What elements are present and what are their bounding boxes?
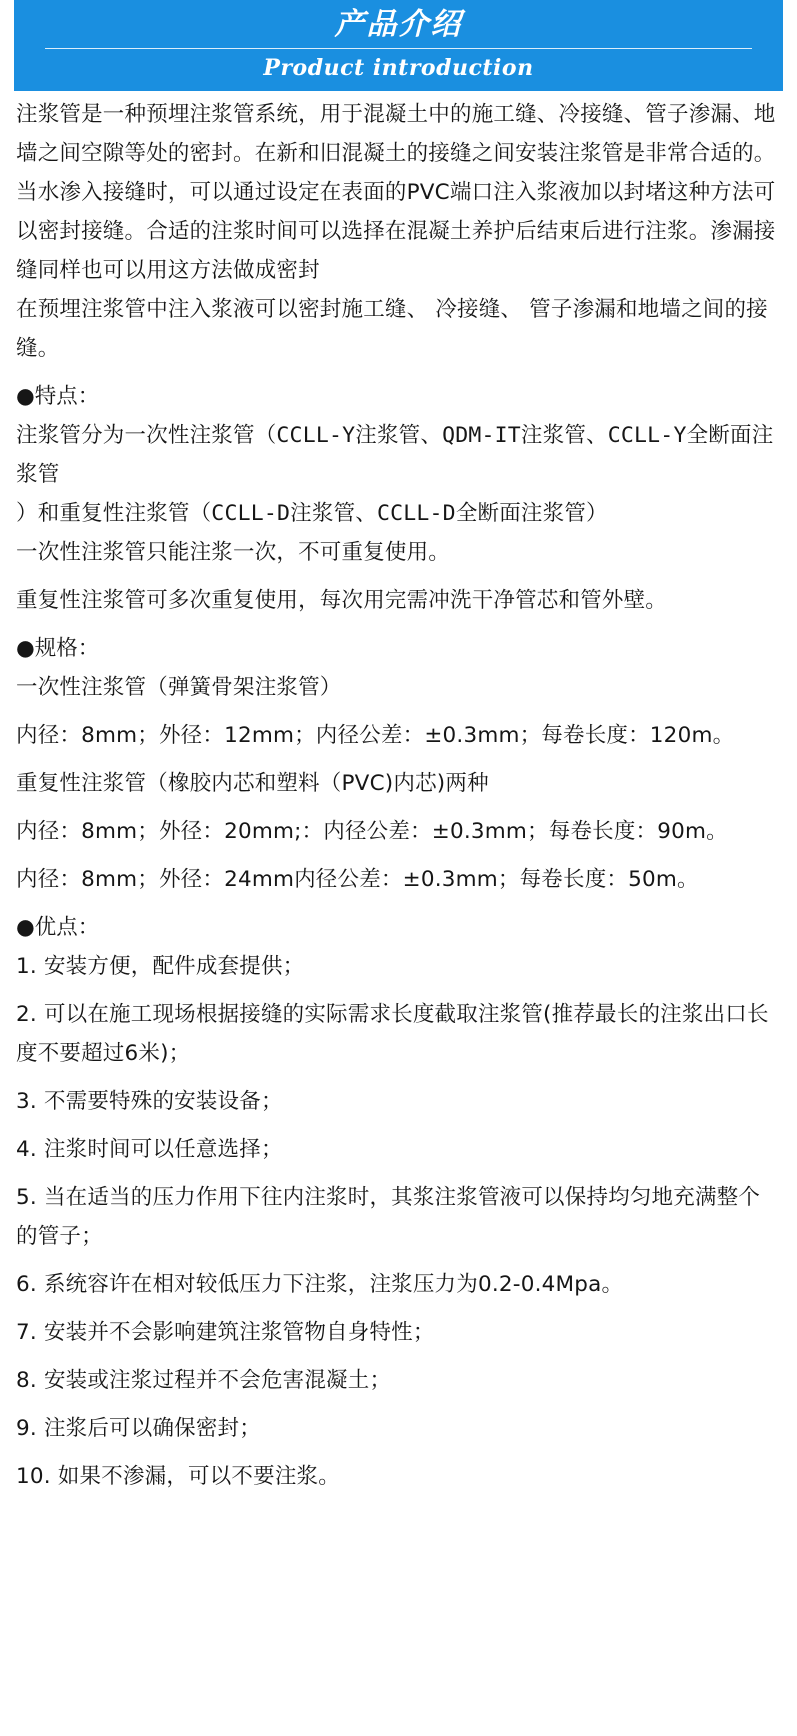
banner-divider bbox=[45, 48, 752, 49]
advantage-item-8: 8. 安装或注浆过程并不会危害混凝土； bbox=[16, 1368, 392, 1393]
intro-paragraph-1: 注浆管是一种预埋注浆管系统，用于混凝土中的施工缝、冷接缝、管子渗漏、地墙之间空隙等处的密封。在新和旧混凝土的接缝之间安装注浆管是非常合适的。当水渗入接缝时，可以通过设定在表面的PVC端口注入浆液加以封堵这种方法可以密封接缝。合适的注浆时间可以选择在混凝土养护后结束后进行注浆。渗漏接缝同样也可以用这方法做成密封 bbox=[16, 102, 776, 283]
intro-paragraph-2: 在预埋注浆管中注入浆液可以密封施工缝、 冷接缝、 管子渗漏和地墙之间的接缝。 bbox=[16, 297, 768, 361]
banner-title-chinese: 产品介绍 bbox=[334, 7, 463, 42]
advantage-item-7: 7. 安装并不会影响建筑注浆管物自身特性； bbox=[16, 1320, 435, 1345]
advantage-item-2: 2. 可以在施工现场根据接缝的实际需求长度截取注浆管(推荐最长的注浆出口长度不要超过6米)； bbox=[16, 1002, 769, 1066]
section-heading-advantages: ●优点： bbox=[16, 915, 100, 940]
spec-paragraph-2: 内径：8mm；外径：12mm；内径公差：±0.3mm；每卷长度：120m。 bbox=[16, 723, 735, 748]
features-paragraph-1: 注浆管分为一次性注浆管（CCLL-Y注浆管、QDM-IT注浆管、CCLL-Y全断面注浆管 bbox=[16, 423, 774, 487]
advantage-item-10: 10. 如果不渗漏，可以不要注浆。 bbox=[16, 1464, 340, 1489]
spec-paragraph-1: 一次性注浆管（弹簧骨架注浆管） bbox=[16, 675, 342, 700]
banner-title-english: Product introduction bbox=[263, 55, 534, 81]
spec-paragraph-5: 内径：8mm；外径：24mm内径公差：±0.3mm；每卷长度：50m。 bbox=[16, 867, 699, 892]
spec-paragraph-4: 内径：8mm；外径：20mm;：内径公差：±0.3mm；每卷长度：90m。 bbox=[16, 819, 728, 844]
advantage-item-6: 6. 系统容许在相对较低压力下注浆，注浆压力为0.2-0.4Mpa。 bbox=[16, 1272, 624, 1297]
section-heading-specifications: ●规格： bbox=[16, 636, 100, 661]
features-paragraph-2: ）和重复性注浆管（CCLL-D注浆管、CCLL-D全断面注浆管） bbox=[16, 501, 608, 526]
advantage-item-3: 3. 不需要特殊的安装设备； bbox=[16, 1089, 283, 1114]
advantage-item-1: 1. 安装方便，配件成套提供； bbox=[16, 954, 305, 979]
advantage-item-4: 4. 注浆时间可以任意选择； bbox=[16, 1137, 283, 1162]
advantage-item-5: 5. 当在适当的压力作用下往内注浆时，其浆注浆管液可以保持均匀地充满整个的管子； bbox=[16, 1185, 761, 1249]
features-paragraph-4: 重复性注浆管可多次重复使用，每次用完需冲洗干净管芯和管外壁。 bbox=[16, 588, 668, 613]
features-paragraph-3: 一次性注浆管只能注浆一次，不可重复使用。 bbox=[16, 540, 451, 565]
header-banner bbox=[14, 0, 783, 91]
advantage-item-9: 9. 注浆后可以确保密封； bbox=[16, 1416, 261, 1441]
body-content bbox=[14, 91, 783, 1496]
section-heading-features: ●特点： bbox=[16, 384, 100, 409]
spec-paragraph-3: 重复性注浆管（橡胶内芯和塑料（PVC)内芯)两种 bbox=[16, 771, 489, 796]
